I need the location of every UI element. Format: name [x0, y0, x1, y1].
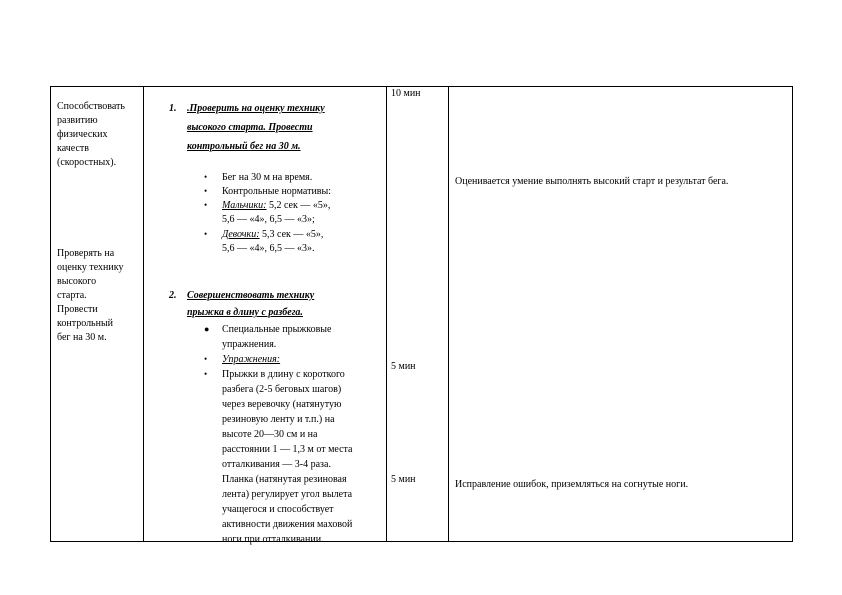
- lesson-table: [50, 86, 793, 545]
- goal-line: старта.: [57, 290, 87, 301]
- bullet-text: высоте 20—30 см и на: [222, 429, 318, 440]
- bullet-text: расстоянии 1 — 1,3 м от места: [222, 444, 353, 455]
- goal-line: физических: [57, 129, 108, 140]
- bullet-text: резиновую ленту и т.п.) на: [222, 414, 335, 425]
- bullet-text: активности движения маховой: [222, 519, 353, 530]
- time-label: 10 мин: [391, 88, 421, 99]
- goal-line: развитию: [57, 115, 98, 126]
- bullet-icon: ●: [204, 324, 210, 334]
- time-label: 5 мин: [391, 361, 416, 372]
- bullet-text: Контрольные нормативы:: [222, 186, 332, 197]
- bullet-icon: •: [204, 172, 208, 182]
- bullet-text: Планка (натянутая резиновая: [222, 474, 347, 485]
- item-title-line: .Проверить на оценку технику: [187, 103, 325, 114]
- goal-line: Способствовать: [57, 101, 125, 112]
- bullet-text: Бег на 30 м на время.: [222, 172, 313, 183]
- bullet-text: лента) регулирует угол вылета: [222, 489, 353, 500]
- bullet-icon: •: [204, 186, 208, 196]
- goal-line: Провести: [57, 304, 98, 315]
- column-divider: [448, 87, 449, 541]
- column-divider: [143, 87, 144, 541]
- goal-line: бег на 30 м.: [57, 332, 107, 343]
- goal-line: Проверять на: [57, 248, 115, 259]
- note-text: Исправление ошибок, приземляться на согнутые ноги.: [455, 479, 689, 490]
- bullet-label: Девочки:: [222, 229, 260, 240]
- bullet-text: упражнения.: [222, 339, 277, 350]
- bullet-text: учащегося и способствует: [222, 504, 334, 515]
- bullet-icon: •: [204, 354, 208, 364]
- column-divider: [386, 87, 387, 541]
- goal-line: качеств: [57, 143, 89, 154]
- bullet-text: 5,6 — «4», 6,5 — «3»;: [222, 214, 315, 225]
- bullet-text: отталкивания — 3-4 раза.: [222, 459, 331, 470]
- bullet-text: [222, 228, 323, 242]
- item-title-line: прыжка в длину с разбега.: [187, 307, 303, 318]
- item-number: 2.: [169, 290, 177, 301]
- bullet-value: 5,3 сек — «5»,: [259, 229, 324, 240]
- bullet-text: Специальные прыжковые: [222, 324, 332, 335]
- bullet-text: 5,6 — «4», 6,5 — «3».: [222, 243, 315, 254]
- goal-line: оценку технику: [57, 262, 124, 273]
- bullet-value: 5,2 сек — «5»,: [266, 200, 331, 211]
- goal-line: (скоростных).: [57, 157, 117, 168]
- bullet-icon: •: [204, 229, 208, 239]
- bullet-text: Прыжки в длину с короткого: [222, 369, 345, 380]
- item-number: 1.: [169, 103, 177, 114]
- item-title-line: контрольный бег на 30 м.: [187, 141, 301, 152]
- bullet-icon: •: [204, 369, 208, 379]
- item-title-line: высокого старта. Провести: [187, 122, 313, 133]
- bullet-text: Упражнения:: [222, 354, 281, 365]
- goal-line: контрольный: [57, 318, 114, 329]
- time-label: 5 мин: [391, 474, 416, 485]
- bullet-label: Мальчики:: [222, 200, 267, 211]
- bullet-text: через веревочку (натянутую: [222, 399, 342, 410]
- bullet-icon: •: [204, 200, 208, 210]
- bullet-text: разбега (2-5 беговых шагов): [222, 384, 342, 395]
- bullet-text: [222, 199, 330, 213]
- note-text: Оценивается умение выполнять высокий старт и результат бега.: [455, 176, 729, 187]
- goal-line: высокого: [57, 276, 97, 287]
- bullet-text: ноги при отталкивании.: [222, 534, 324, 545]
- item-title-line: Совершенствовать технику: [187, 290, 315, 301]
